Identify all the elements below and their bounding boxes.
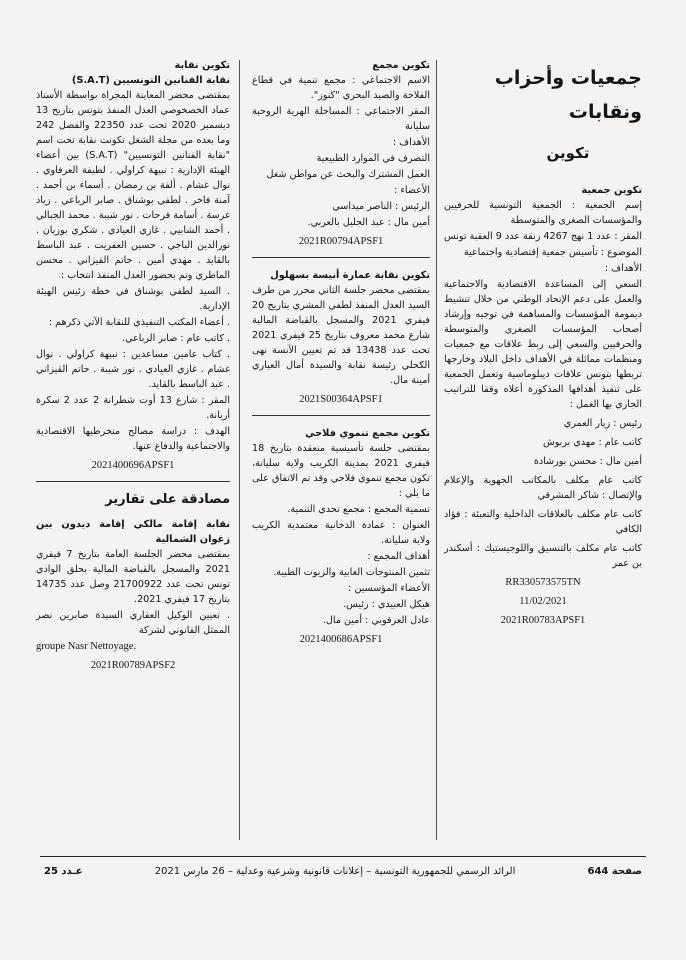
notice-heading: نقابة إقامة مالكي إقامة ديدون بين زغوان الشمالية xyxy=(36,519,230,545)
section-title-line1: جمعيات وأحزاب xyxy=(494,67,642,89)
point-item: . كتاب عامين مساعدين : نبيهة كراولي . نوال غشام . غازي العيادي . نور شيبة . حاتم القيزاني . عبد الباسط بالقايد. xyxy=(36,349,230,390)
founder-line: هيكل العبيدي : رئيس. xyxy=(343,599,430,610)
member-line: الرئيس : الناصر ميداسي xyxy=(332,201,430,212)
issue-number: عـدد 25 xyxy=(44,866,83,877)
association-name: إسم الجمعية : الجمعية التونسية للحرفيين والمؤسسات الصغرى والمتوسطة xyxy=(444,200,642,226)
member-line: أمين مال : عبد الجليل بالعربي. xyxy=(307,217,430,228)
union-goal: الهدف : دراسة مصالح منخرطيها الاقتصادية والاجتماعية والدفاع عنها. xyxy=(36,426,230,452)
goals-label: أهداف المجمع : xyxy=(367,551,430,562)
notice-heading: تكوين مجمع xyxy=(372,60,430,71)
union-name: نقابة الفنانين التونسيين (S.A.T) xyxy=(71,75,230,86)
association-hq: المقر : عدد 1 نهج 4267 زنقة عدد 9 العقبة تونس xyxy=(444,231,642,242)
notice-text: بمقتضى محضر المعاينة المجراة بواسطة الأستاذ عماد الخصخوصي العدل المنفذ بتونس بتاريخ 13 ديسمبر 2020 تحت عدد 22350 والفصل 242 وما بعده من مجلة الشغل تكونت نقابة تحت اسم "نقابة الفنانين التونسيين" (S.A.T) بين أعضاء الهيئة الإدارية : نبيهة كراولي . لطيفة العرفاوي . نوال غشام . ألفة بن رمضان . أسماء بن أحمد . آمنة فاخر . لطفي بوشناق . صابر الرباعي . زياد غرسة . أسامة فرحات . نور شيبة . محمد الجبالي . أحمد الشابيي . غازي العيادي . شكري بوزيان . نورالدين الباجي . حسين العفريت . عبد الباسط بالقايد . مهدي أمين . حاتم القيزاني . محسن الماطري وتم بحضور العدل المنفذ انتخاب : xyxy=(36,90,230,281)
footer-rule xyxy=(40,856,646,857)
member-line: كاتب عام مكلف بالتنسيق واللوجيستيك : أسكندر بن عمر xyxy=(444,543,642,569)
company-name: groupe Nasr Nettoyage. xyxy=(36,641,137,652)
page-footer xyxy=(44,866,642,877)
group-hq: المقر الاجتماعي : المساحلة الهرية الروحية سليانة xyxy=(252,106,430,132)
reference-code: 2021R00789APSF2 xyxy=(90,660,176,671)
point-item: . تعيين الوكيل العقاري السيدة صابرين نصر الممثل القانوني لشركة xyxy=(36,610,230,636)
left-column xyxy=(36,58,230,677)
section-separator xyxy=(252,415,430,416)
section-separator xyxy=(36,481,230,482)
notice-date: 11/02/2021 xyxy=(519,596,567,607)
right-column xyxy=(444,58,642,632)
section-subtitle: تكوين xyxy=(546,144,590,162)
goal-item: التصرف في الموارد الطبيعية xyxy=(316,153,430,164)
section-title-line2: ونقابات xyxy=(568,101,642,123)
member-line: كاتب عام مكلف بالمكاتب الجهوية والإعلام والإتصال : شاكر المشرقي xyxy=(444,475,642,501)
goals-text: السعي إلى المساعدة الاقتصادية والاجتماعية والعمل على دعم الإتحاد الوطني من خلال تنشيط ديمومة المؤسسات والمساهمة في توجيه وإرشاد أصحاب المؤسسات الصغرى والمتوسطة والحرفيين والسعي إلى ربط علاقات مع جمعيات ومنظمات مماثلة في الأهداف داخل البلاد وخارجها تربطها بتونس علاقات ديبلوماسية وتعمل الجمعية على تنفيذ أهدافها المذكورة أعلاه وفقا للتراتيب الجاري بها العمل : xyxy=(444,279,642,410)
goals-label: الأهداف : xyxy=(392,137,430,148)
group-name: تسمية المجمع : مجمع تحدي التنمية. xyxy=(287,504,430,515)
reference-code: 2021R00794APSF1 xyxy=(298,236,384,247)
goals-label: الأهداف : xyxy=(604,263,642,274)
notice-heading: تكوين نقابة xyxy=(174,60,230,71)
point-item: . كاتب عام : صابر الرباعي. xyxy=(122,333,230,344)
notice-text: بمقتضى محضر الجلسة العامة بتاريخ 7 فيفري 2021 والمسجل بالقباضة المالية بحلق الوادي تونس تحت عدد 21700922 وصل عدد 14735 بتاريخ 17 فيفري 2021. xyxy=(36,549,231,605)
founder-line: عادل العرقوبي : أمين مال. xyxy=(322,615,430,626)
member-line: كاتب عام مكلف بالعلاقات الداخلية والتعبئة : فؤاد الكافي xyxy=(444,509,642,535)
group-address: العنوان : عمادة الدخانية معتمدية الكريب ولاية سليانة. xyxy=(252,520,430,546)
column-divider xyxy=(239,60,240,840)
notice-text: بمقتضى جلسة تأسيسية منعقدة بتاريخ 18 فيفري 2021 بمدينة الكريب ولاية سليانة، تكون مجمع تنموي فلاحي وقد تم الاتفاق على ما يلي : xyxy=(252,443,431,499)
goal-item: العمل المشترك والبحث عن مواطن شغل xyxy=(266,169,430,180)
reference-code: 2021S00364APSF1 xyxy=(299,394,383,405)
section-separator xyxy=(252,257,430,258)
member-line: أمين مال : محسن بورشادة xyxy=(533,456,642,467)
reference-code: RR330573575TN xyxy=(505,577,581,588)
section-title: مصادقة على تقارير xyxy=(105,492,230,507)
page-number: صفحة 644 xyxy=(587,866,642,877)
middle-column xyxy=(252,58,430,651)
point-item: . أعضاء المكتب التنفيذي للنقابة الآتي ذكرهم : xyxy=(48,317,230,328)
union-hq: المقر : شارع 13 أوت شطرانة 2 عدد 2 سكرة أريانة. xyxy=(36,395,230,421)
member-line: كاتب عام : مهدي بربوش xyxy=(542,437,642,448)
reference-code: 2021400686APSF1 xyxy=(299,634,383,645)
goal-item: تثمين المنتوجات الغابية والزيوت الطبية. xyxy=(273,567,430,578)
group-name: الاسم الاجتماعي : مجمع تنمية في قطاع الفلاحة والصيد البحري "كنوز". xyxy=(252,75,430,101)
founders-label: الأعضاء المؤسسين : xyxy=(348,583,430,594)
point-item: . السيد لطفي بوشناق في خطة رئيس الهيئة الإدارية. xyxy=(36,286,230,312)
journal-caption: الرائد الرسمي للجمهورية التونسية – إعلانات قانونية وشرعية وعدلية – 26 مارس 2021 xyxy=(154,866,516,877)
members-label: الأعضاء : xyxy=(394,185,430,196)
notice-heading: تكوين مجمع تنموي فلاحي xyxy=(305,428,430,439)
reference-code: 2021R00783APSF1 xyxy=(500,615,586,626)
association-topic: الموضوع : تأسيس جمعية إقتصادية واجتماعية xyxy=(463,247,642,258)
notice-text: بمقتضى محضر جلسة الثاني محرر من طرف السيد العدل المنفذ لطفي المشري بتاريخ 20 فيفري 2021 والمسجل بالقباضة المالية شارع محمد معروف بتاريخ 25 فيفري 2021 تحت عدد 13438 قد تم تعيين الآنسة نهى الكحلي رئيسة نقابة والسيدة أمال العياري أمينة مال. xyxy=(252,285,431,386)
notice-heading: تكوين نقابة عمارة أنيسة بسهلول xyxy=(270,270,430,281)
column-divider xyxy=(436,60,437,840)
member-line: رئيس : زيار العمري xyxy=(563,418,642,429)
reference-code: 2021400696APSF1 xyxy=(91,460,175,471)
notice-heading: تكوين جمعية xyxy=(581,185,642,196)
